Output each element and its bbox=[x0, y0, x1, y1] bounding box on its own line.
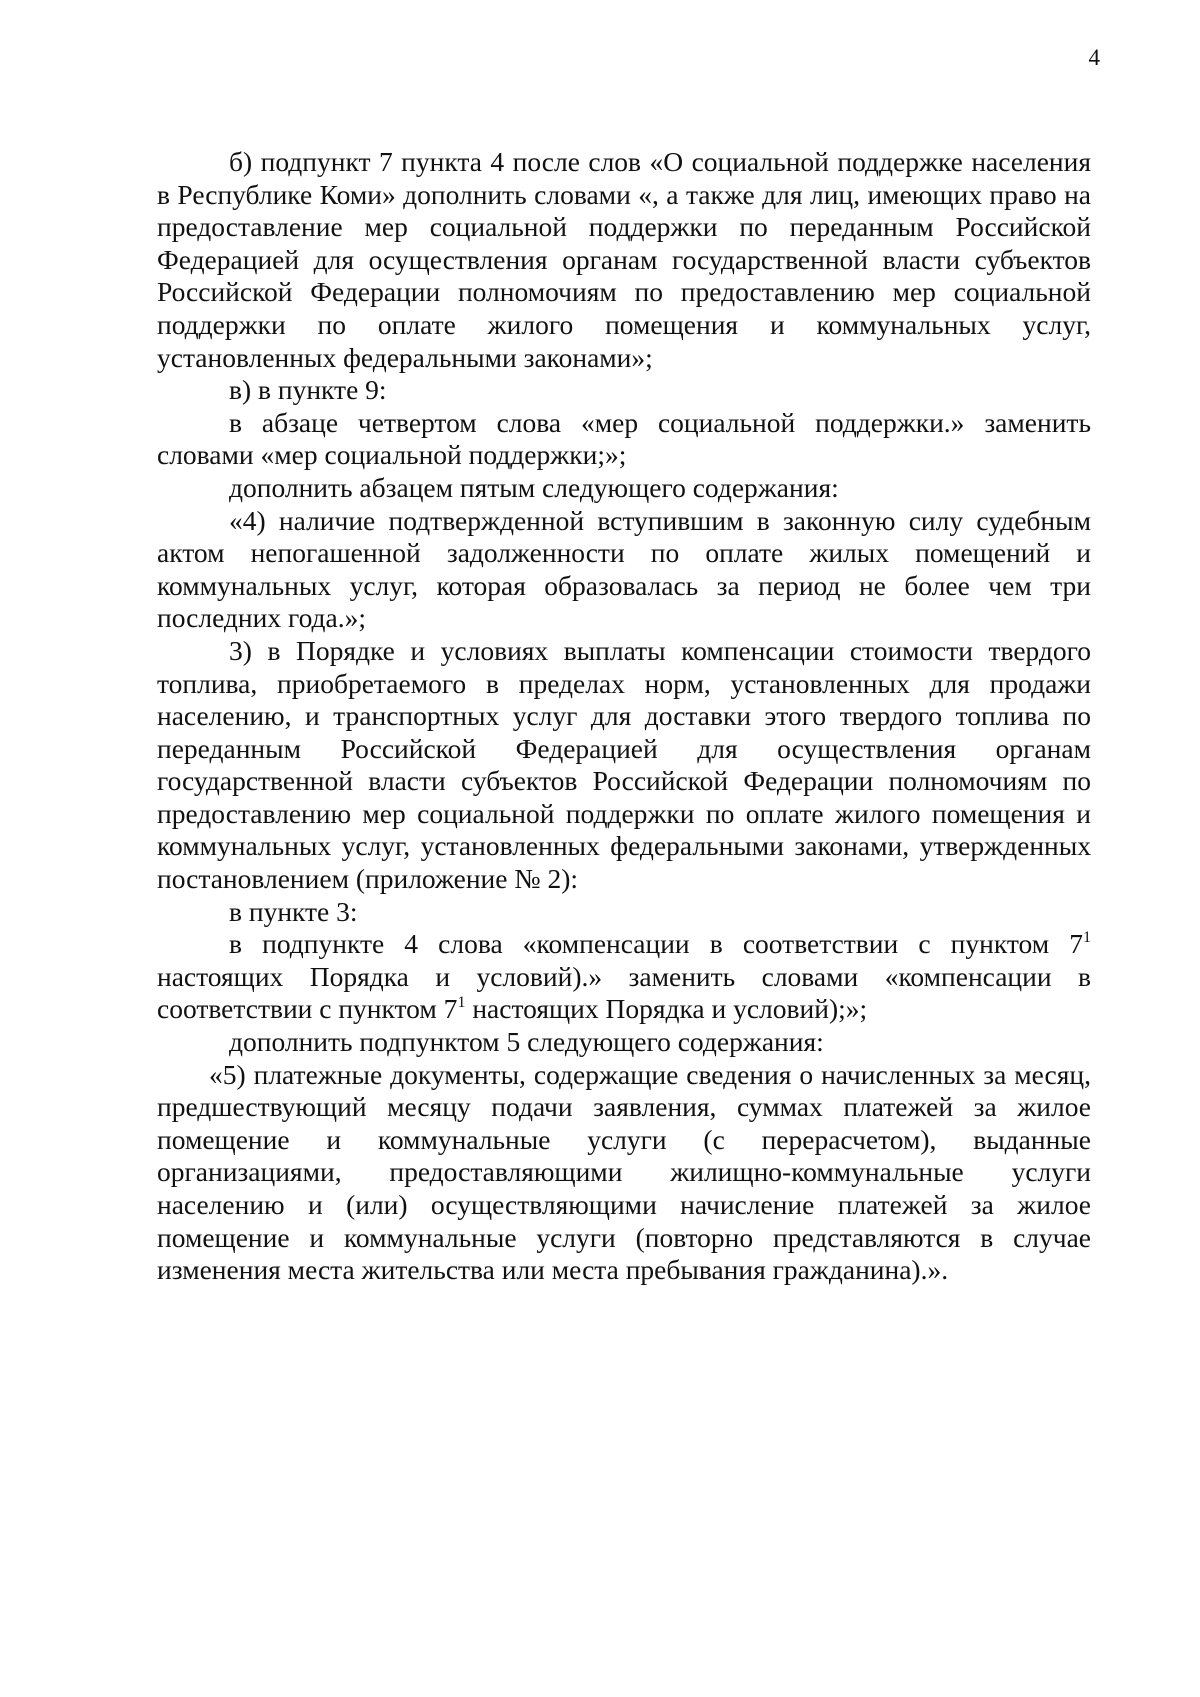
paragraph-add-fifth-abzats: дополнить абзацем пятым следующего содержания: bbox=[229, 471, 839, 503]
paragraph-item-3: 3) в Порядке и условиях выплаты компенсации стоимости твердого топлива, приобретаемого в пределах норм, установленных для продажи населению, и транспортных услуг для доставки этого твердого топлива по переданным Российской Федерацией для осуществления органам государственной власти субъектов Российской Федерации полномочиям по предоставлению мер социальной поддержки по оплате жилого помещения и коммунальных услуг, установленных федеральными законами, утвержденных постановлением (приложение № 2): bbox=[157, 634, 1091, 895]
paragraph-subitem-4 bbox=[157, 928, 1091, 1026]
paragraph-subitem-b: б) подпункт 7 пункта 4 после слов «О социальной поддержке населения в Республике Коми» дополнить словами «, а также для лиц, имеющих право на предоставление мер социальной поддержки по переданным Российской Федерацией для осуществления органам государственной власти субъектов Российской Федерации полномочиям по предоставлению мер социальной поддержки по оплате жилого помещения и коммунальных услуг, установленных федеральными законами»; bbox=[157, 146, 1091, 373]
paragraph-subitem-4-part3: настоящих Порядка и условий);»; bbox=[465, 993, 868, 1025]
paragraph-quote-4: «4) наличие подтвержденной вступившим в законную силу судебным актом непогашенной задолженности по оплате жилых помещений и коммунальных услуг, которая образовалась за период не более чем три последних года.»; bbox=[157, 504, 1091, 634]
paragraph-fourth-abzats: в абзаце четвертом слова «мер социальной поддержки.» заменить словами «мер социальной поддержки;»; bbox=[157, 406, 1091, 471]
paragraph-quote-5: «5) платежные документы, содержащие сведения о начисленных за месяц, предшествующий месяцу подачи заявления, суммах платежей за жилое помещение и коммунальные услуги (с перерасчетом), выданные организациями, предоставляющими жилищно-коммунальные услуги населению и (или) осуществляющими начисление платежей за жилое помещение и коммунальные услуги (повторно представляются в случае изменения места жительства или места пребывания гражданина).». bbox=[157, 1058, 1091, 1286]
superscript-1: 1 bbox=[457, 994, 466, 1012]
page-number: 4 bbox=[1088, 45, 1100, 70]
paragraph-subitem-4-part2: настоящих Порядка и условий).» заменить словами «компенсации в соответствии с пунктом 7 bbox=[157, 960, 1091, 1025]
paragraph-subitem-v: в) в пункте 9: bbox=[229, 374, 387, 406]
paragraph-subitem-4-part1: в подпункте 4 слова «компенсации в соответствии с пунктом 7 bbox=[229, 928, 1083, 960]
paragraph-add-subitem-5: дополнить подпунктом 5 следующего содержания: bbox=[229, 1026, 824, 1058]
paragraph-point-3: в пункте 3: bbox=[229, 895, 358, 927]
superscript-1: 1 bbox=[1083, 929, 1091, 947]
document-body bbox=[157, 146, 1091, 1287]
